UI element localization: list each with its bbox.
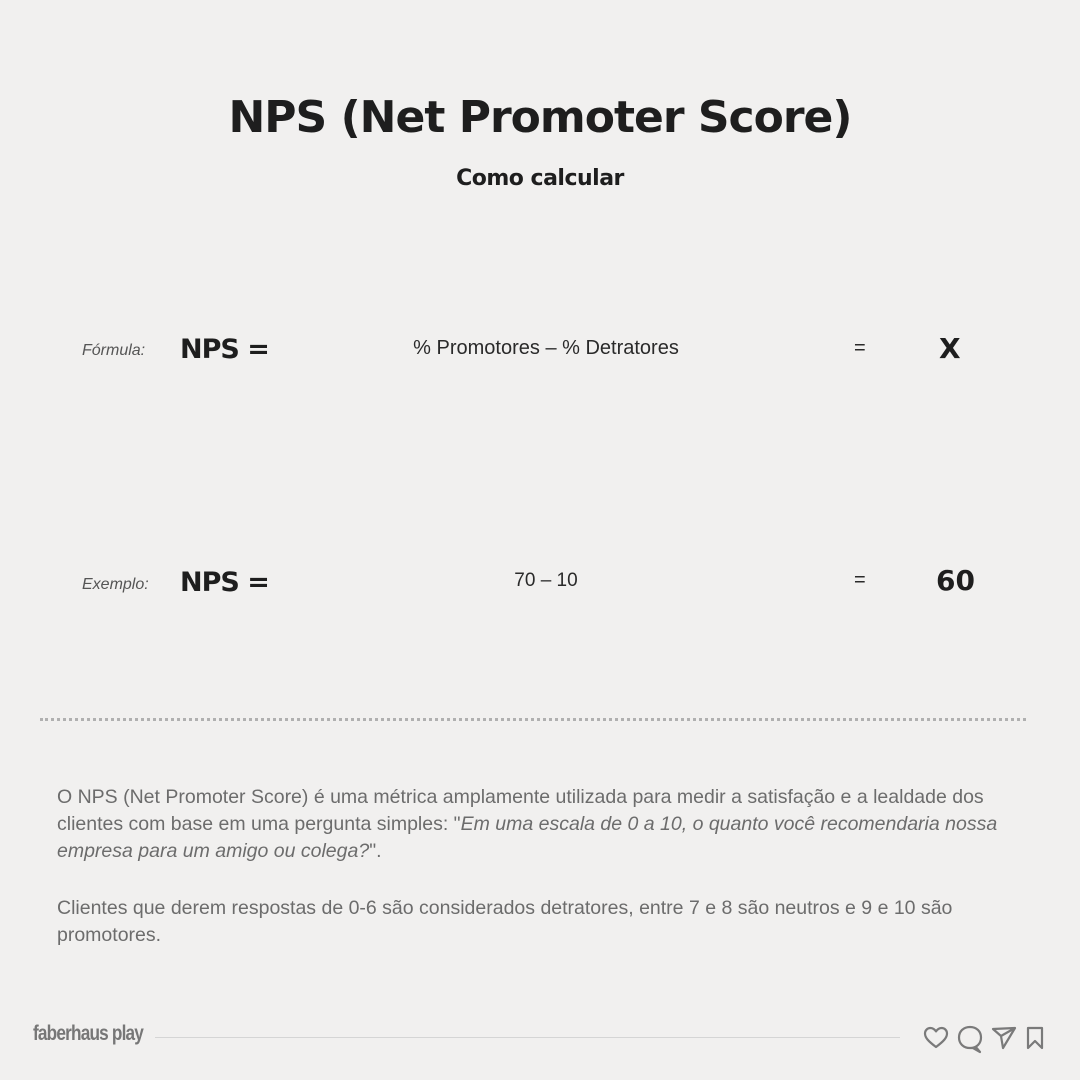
- description-paragraph-1: [57, 784, 1037, 865]
- formula-label: Fórmula:: [82, 342, 146, 359]
- formula-equals: =: [854, 337, 866, 359]
- dotted-divider: [40, 718, 1026, 721]
- description-end: ".: [369, 840, 382, 862]
- page-title: NPS (Net Promoter Score): [228, 92, 852, 143]
- survey-question-quote: Em uma escala de 0 a 10, o quanto você recomendaria nossa empresa para um amigo ou colega?: [57, 813, 998, 862]
- example-equals: =: [854, 569, 866, 591]
- social-actions: [922, 1024, 1046, 1054]
- brand-logo: faberhaus play: [33, 1022, 144, 1045]
- example-lhs: NPS =: [180, 567, 269, 598]
- example-expression: 70 – 10: [514, 570, 578, 591]
- footer-divider: [155, 1037, 900, 1038]
- formula-lhs: NPS =: [180, 334, 269, 365]
- heart-icon[interactable]: [922, 1024, 950, 1054]
- formula-result: X: [939, 332, 961, 365]
- page-subtitle: Como calcular: [456, 166, 624, 191]
- bookmark-icon[interactable]: [1024, 1024, 1046, 1054]
- comment-icon[interactable]: [956, 1024, 984, 1054]
- formula-expression: % Promotores – % Detratores: [413, 337, 679, 359]
- example-label: Exemplo:: [82, 576, 149, 593]
- description-paragraph-2: Clientes que derem respostas de 0-6 são considerados detratores, entre 7 e 8 são neutros e 9 e 10 são promotores.: [57, 897, 953, 946]
- description-text: O NPS (Net Promoter Score) é uma métrica amplamente utilizada para medir a satisfação e a lealdade dos clientes com base em uma pergunta simples: ": [57, 786, 984, 835]
- send-icon[interactable]: [990, 1024, 1018, 1054]
- example-result: 60: [936, 564, 975, 597]
